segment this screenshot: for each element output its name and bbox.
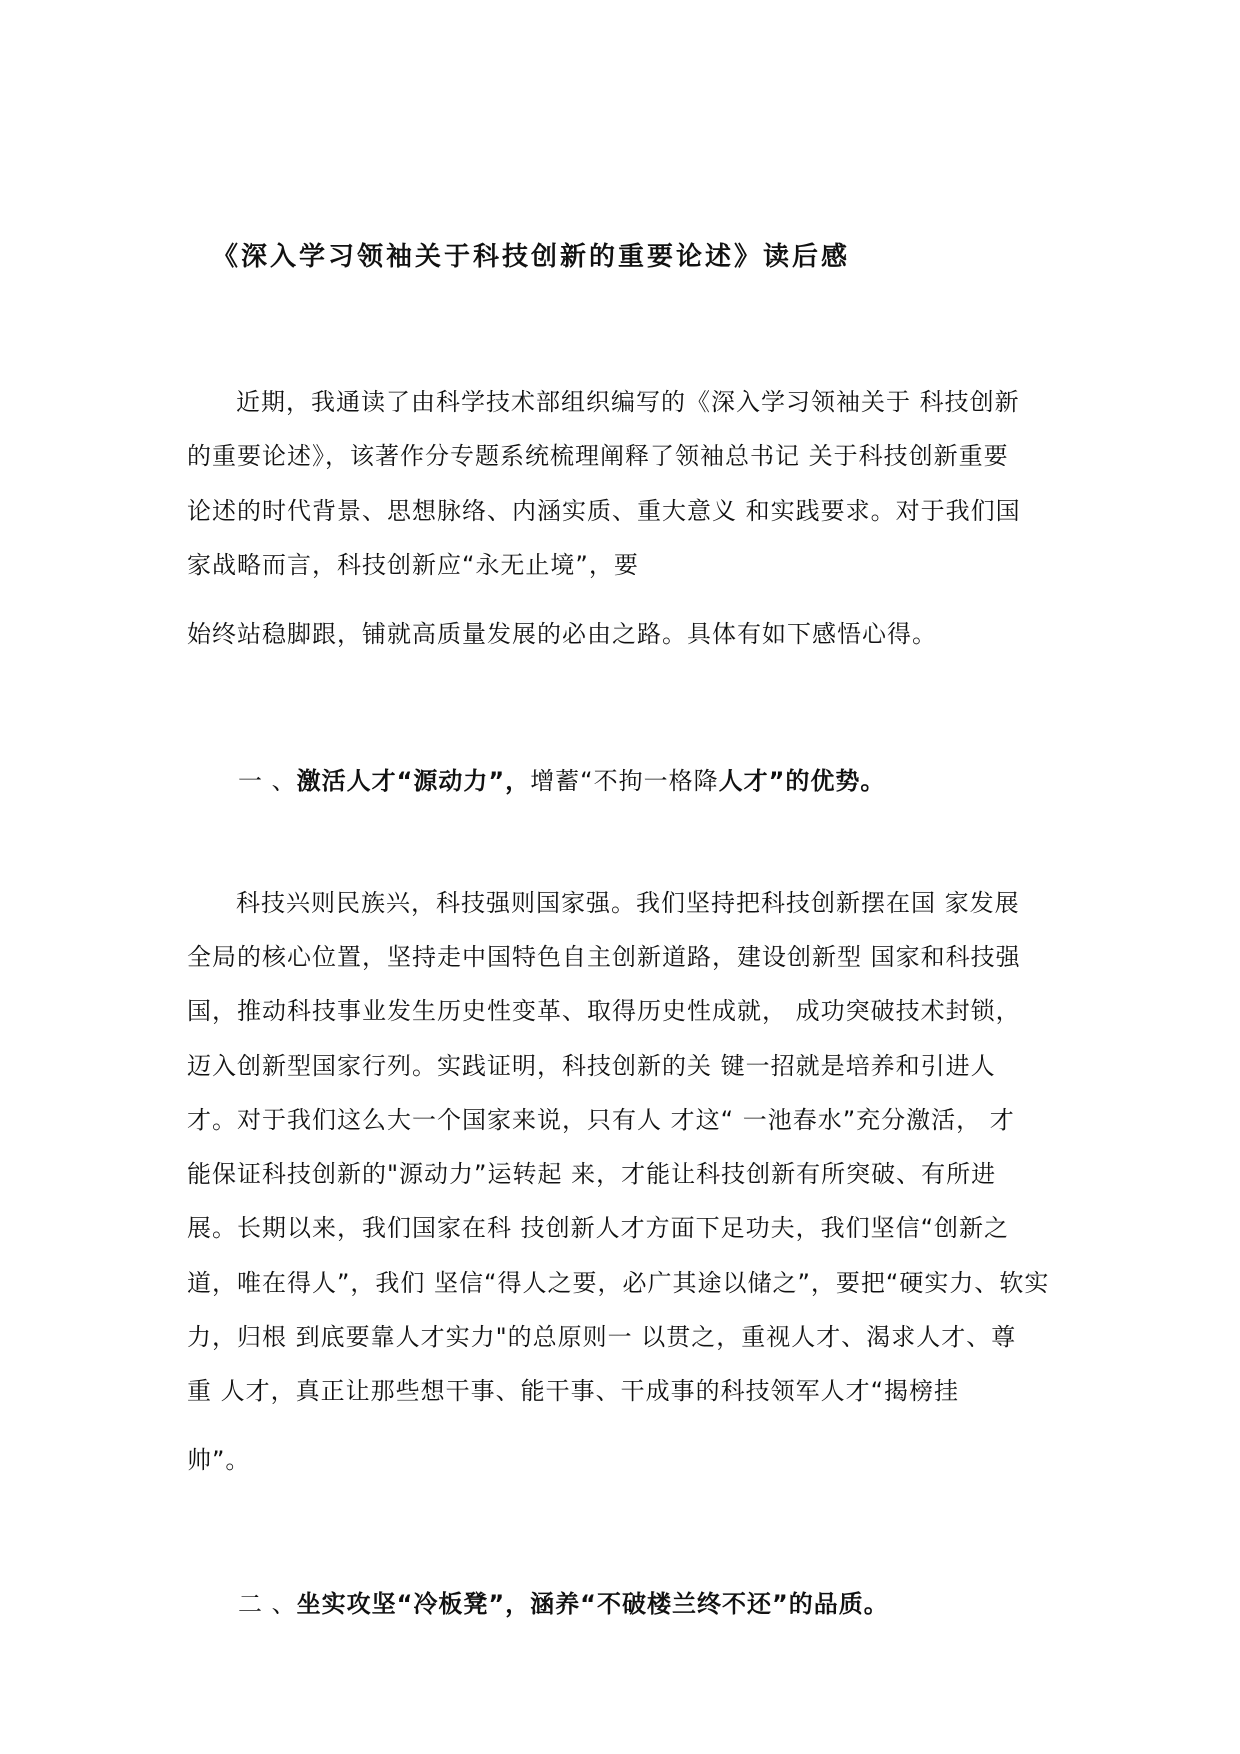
intro-line-4: 家战略而言，科技创新应“永无止境”，要 [187,551,639,579]
body-line-10: 重 人才，真正让那些想干事、能干事、干成事的科技领军人才“揭榜挂 [187,1377,960,1405]
section-1-heading-part-2: 增蓄“不拘一格降 [530,767,719,795]
body-line-1: 科技兴则民族兴，科技强则国家强。我们坚持把科技创新摆在国 家发展 [236,889,1020,917]
body-line-8: 道，唯在得人”，我们 坚信“得人之要，必广其途以储之”，要把“硬实力、软实 [187,1269,1050,1297]
section-1-heading-part-3: 人才”的优势。 [718,767,886,795]
intro-line-2: 的重要论述》，该著作分专题系统梳理阐释了领袖总书记 关于科技创新重要 [187,442,1009,470]
body-line-9: 力，归根 到底要靠人才实力"的总原则一 以贯之，重视人才、渴求人才、尊 [187,1323,1017,1351]
section-1-heading [238,761,885,796]
section-2-heading [238,1584,889,1619]
body-line-11: 帅”。 [187,1446,251,1474]
section-2-heading-text: 坐实攻坚“冷板凳”，涵养“不破楼兰终不还”的品质。 [296,1590,889,1618]
body-line-6: 能保证科技创新的"源动力”运转起 来，才能让科技创新有所突破、有所进 [187,1160,997,1188]
body-line-5: 才。对于我们这么大一个国家来说，只有人 才这“ 一池春水”充分激活， 才 [187,1106,1015,1134]
body-line-7: 展。长期以来，我们国家在科 技创新人才方面下足功夫，我们坚信“创新之 [187,1214,1010,1242]
section-1-number: 一 、 [238,767,297,795]
intro-line-3: 论述的时代背景、思想脉络、内涵实质、重大意义 和实践要求。对于我们国 [187,497,1021,525]
intro-line-5: 始终站稳脚跟，铺就高质量发展的必由之路。具体有如下感悟心得。 [187,620,937,648]
section-2-number: 二 、 [238,1590,297,1618]
section-1-heading-part-1: 激活人才“源动力”， [296,767,531,795]
document-title: 《深入学习领袖关于科技创新的重要论述》读后感 [212,242,851,272]
intro-line-1: 近期，我通读了由科学技术部组织编写的《深入学习领袖关于 科技创新 [236,388,1020,416]
body-line-2: 全局的核心位置，坚持走中国特色自主创新道路，建设创新型 国家和科技强 [187,943,1021,971]
body-line-4: 迈入创新型国家行列。实践证明，科技创新的关 键一招就是培养和引进人 [187,1052,996,1080]
body-line-3: 国，推动科技事业发生历史性变革、取得历史性成就， 成功突破技术封锁， [187,997,1021,1025]
